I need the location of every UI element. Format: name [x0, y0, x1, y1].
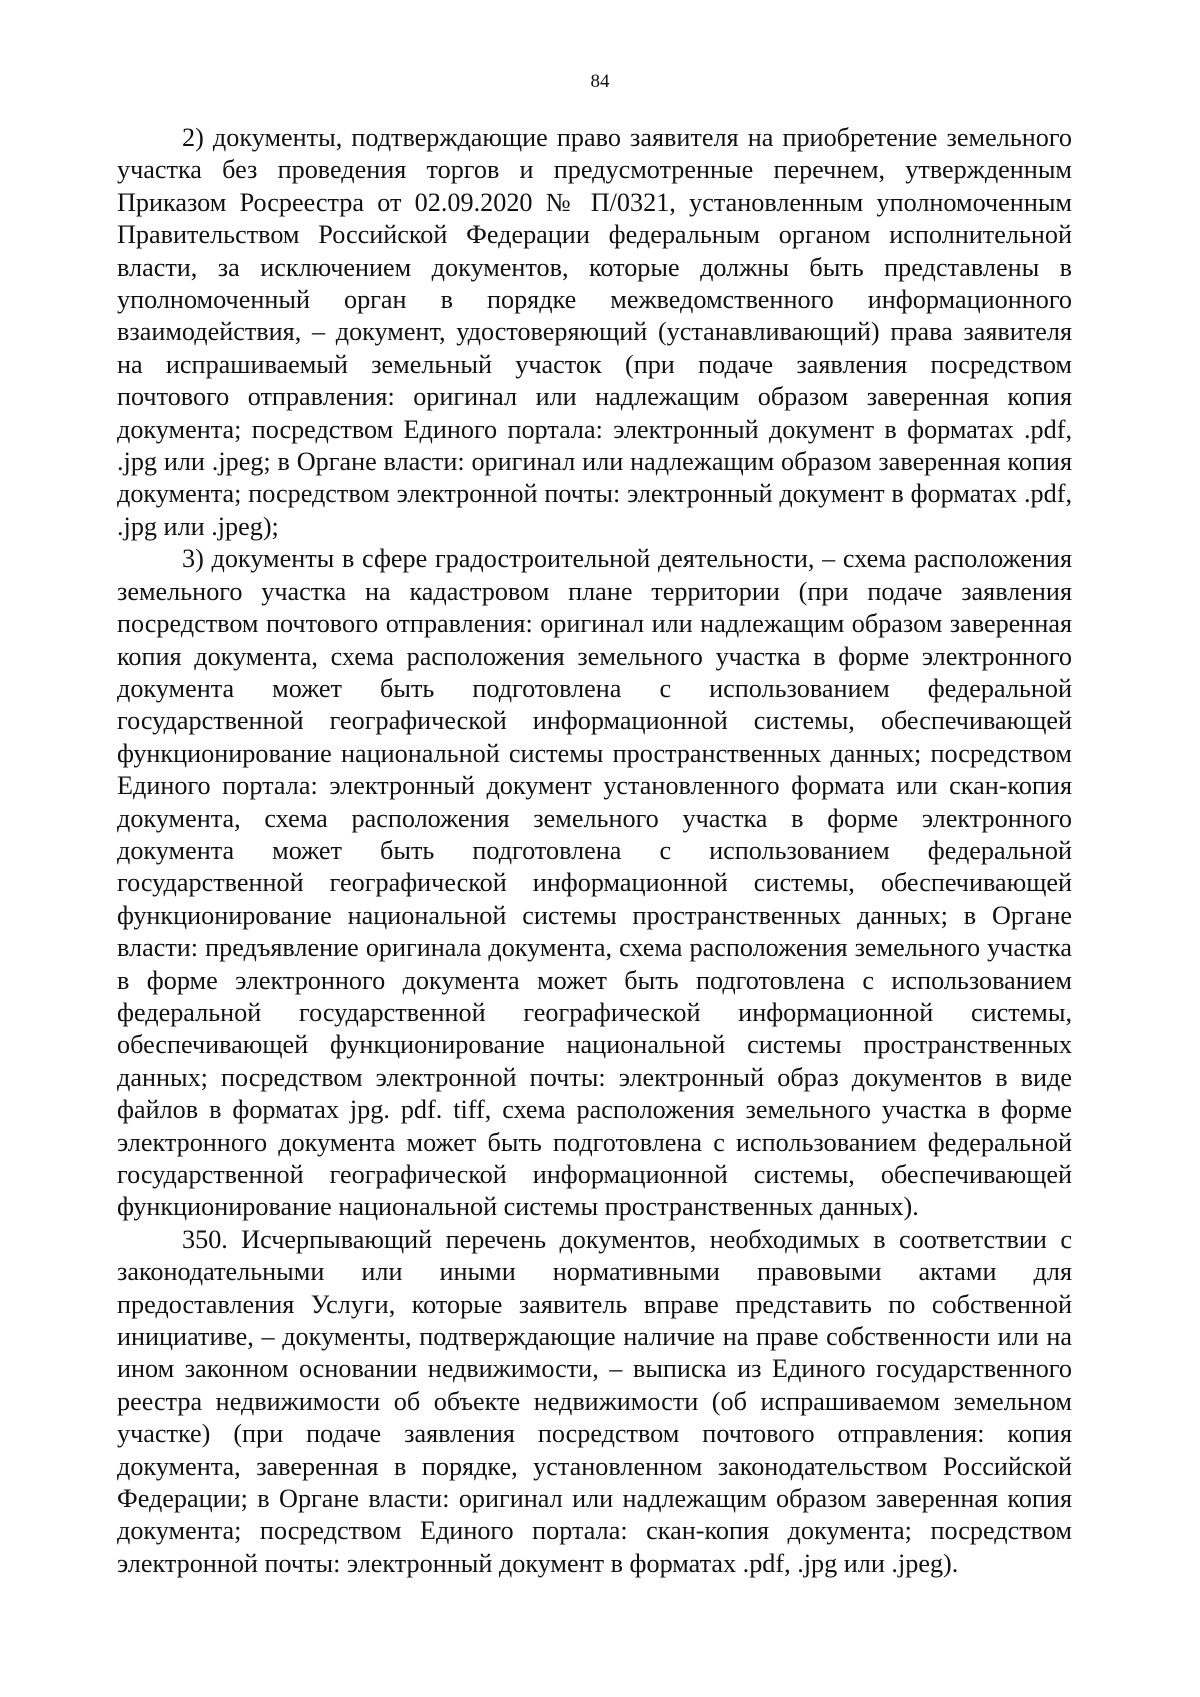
page-number: 84 [590, 71, 610, 92]
paragraph-item-3: 3) документы в сфере градостроительной деятельности, – схема расположения земельного участка на кадастровом плане территории (при подаче заявления посредством почтового отправления: оригинал или надлежащим образом заверенная копия документа, схема расположения земельного участка в форме электронного документа может быть подготовлена с использованием федеральной государственной географической информационной системы, обеспечивающей функционирование национальной системы пространственных данных; посредством Единого портала: электронный документ установленного формата или скан-копия документа, схема расположения земельного участка в форме электронного документа может быть подготовлена с использованием федеральной государственной географической информационной системы, обеспечивающей функционирование национальной системы пространственных данных; в Органе власти: предъявление оригинала документа, схема расположения земельного участка в форме электронного документа может быть подготовлена с использованием федеральной государственной географической информационной системы, обеспечивающей функционирование национальной системы пространственных данных; посредством электронной почты: электронный образ документов в виде файлов в форматах jpg. pdf. tiff, схема расположения земельного участка в форме электронного документа может быть подготовлена с использованием федеральной государственной географической информационной системы, обеспечивающей функционирование национальной системы пространственных данных). [117, 544, 1072, 1222]
document-body [117, 122, 1072, 1580]
paragraph-item-2: 2) документы, подтверждающие право заявителя на приобретение земельного участка без проведения торгов и предусмотренные перечнем, утвержденным Приказом Росреестра от 02.09.2020 № П/0321, установленным уполномоченным Правительством Российской Федерации федеральным органом исполнительной власти, за исключением документов, которые должны быть представлены в уполномоченный орган в порядке межведомственного информационного взаимодействия, – документ, удостоверяющий (устанавливающий) права заявителя на испрашиваемый земельный участок (при подаче заявления посредством почтового отправления: оригинал или надлежащим образом заверенная копия документа; посредством Единого портала: электронный документ в форматах .pdf, .jpg или .jpeg; в Органе власти: оригинал или надлежащим образом заверенная копия документа; посредством электронной почты: электронный документ в форматах .pdf, .jpg или .jpeg); [117, 123, 1072, 541]
paragraph-clause-350: 350. Исчерпывающий перечень документов, необходимых в соответствии с законодательными или иными нормативными правовыми актами для предоставления Услуги, которые заявитель вправе представить по собственной инициативе, – документы, подтверждающие наличие на праве собственности или на ином законном основании недвижимости, – выписка из Единого государственного реестра недвижимости об объекте недвижимости (об испрашиваемом земельном участке) (при подаче заявления посредством почтового отправления: копия документа, заверенная в порядке, установленном законодательством Российской Федерации; в Органе власти: оригинал или надлежащим образом заверенная копия документа; посредством Единого портала: скан-копия документа; посредством электронной почты: электронный документ в форматах .pdf, .jpg или .jpeg). [117, 1224, 1072, 1578]
